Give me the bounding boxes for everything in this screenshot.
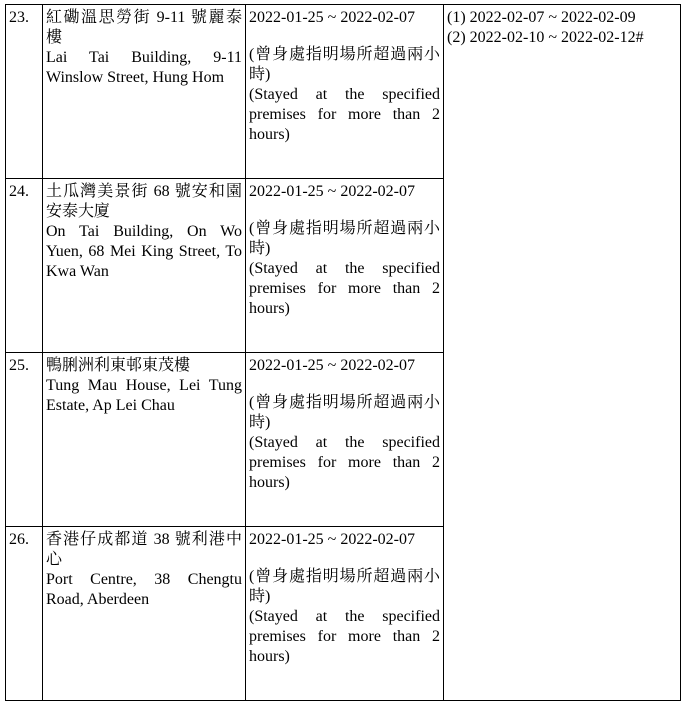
- stay-note-english: (Stayed at the specified premises for more than 2 hours): [249, 260, 440, 317]
- row-number: [6, 179, 43, 353]
- premises-name-english: Lai Tai Building, 9-11 Winslow Street, Hung Hom: [46, 49, 242, 86]
- visit-date-cell: [246, 527, 444, 701]
- premises-name-english: Tung Mau House, Lei Tung Estate, Ap Lei Chau: [46, 377, 242, 414]
- stay-note-chinese: (曾身處指明場所超過兩小時): [249, 46, 440, 83]
- row-number-text: 25.: [9, 357, 29, 374]
- compulsory-test-dates-cell: [444, 5, 681, 701]
- visit-date-cell: [246, 179, 444, 353]
- row-number-text: 26.: [9, 531, 29, 548]
- visit-date-cell: [246, 353, 444, 527]
- visit-date-range: 2022-01-25 ~ 2022-02-07: [249, 9, 415, 26]
- premises-name-chinese: 紅磡溫思勞街 9-11 號麗泰樓: [46, 9, 242, 46]
- visit-date-range: 2022-01-25 ~ 2022-02-07: [249, 531, 415, 548]
- premises-name-cell: [43, 527, 246, 701]
- premises-name-english: On Tai Building, On Wo Yuen, 68 Mei King Street, To Kwa Wan: [46, 223, 242, 280]
- row-number-text: 24.: [9, 183, 29, 200]
- visit-date-cell: [246, 5, 444, 179]
- premises-name-cell: [43, 179, 246, 353]
- row-number: [6, 527, 43, 701]
- test-date-line: (1) 2022-02-07 ~ 2022-02-09: [447, 9, 636, 26]
- stay-note-chinese: (曾身處指明場所超過兩小時): [249, 394, 440, 431]
- stay-note-chinese: (曾身處指明場所超過兩小時): [249, 568, 440, 605]
- premises-name-english: Port Centre, 38 Chengtu Road, Aberdeen: [46, 571, 242, 608]
- stay-note-english: (Stayed at the specified premises for more than 2 hours): [249, 608, 440, 665]
- premises-name-chinese: 香港仔成都道 38 號利港中心: [46, 531, 242, 568]
- test-date-line: (2) 2022-02-10 ~ 2022-02-12#: [447, 29, 644, 46]
- premises-name-chinese: 土瓜灣美景街 68 號安和園安泰大廈: [46, 183, 242, 220]
- stay-note-english: (Stayed at the specified premises for more than 2 hours): [249, 86, 440, 143]
- row-number-text: 23.: [9, 9, 29, 26]
- premises-name-chinese: 鴨脷洲利東邨東茂樓: [46, 357, 191, 374]
- premises-table: [5, 4, 681, 701]
- stay-note-english: (Stayed at the specified premises for more than 2 hours): [249, 434, 440, 491]
- premises-name-cell: [43, 5, 246, 179]
- premises-name-cell: [43, 353, 246, 527]
- row-number: [6, 353, 43, 527]
- table-row: [6, 5, 681, 179]
- row-number: [6, 5, 43, 179]
- stay-note-chinese: (曾身處指明場所超過兩小時): [249, 220, 440, 257]
- visit-date-range: 2022-01-25 ~ 2022-02-07: [249, 357, 415, 374]
- visit-date-range: 2022-01-25 ~ 2022-02-07: [249, 183, 415, 200]
